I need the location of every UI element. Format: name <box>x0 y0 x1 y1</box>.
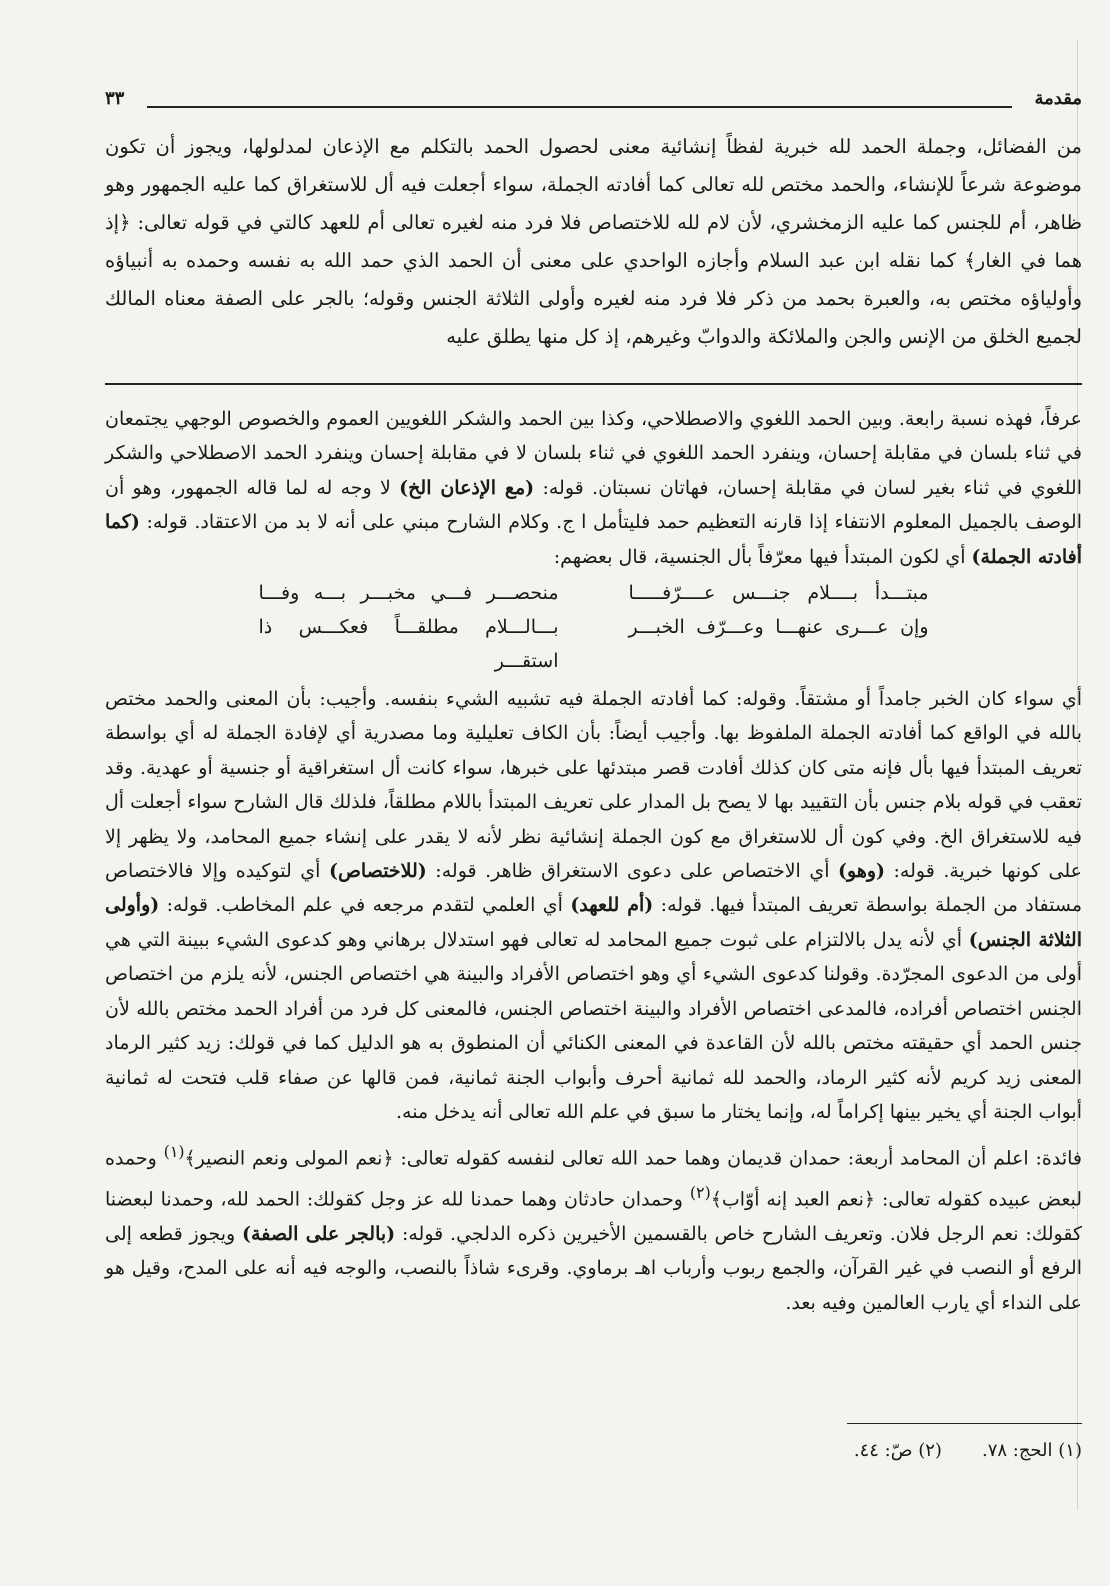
commentary-paragraph-2 <box>105 682 1082 1129</box>
text-run: أي العلمي لتقدم مرجعه في علم المخاطب. قوله: <box>159 894 571 917</box>
footnotes <box>854 1440 1082 1461</box>
text-run: لا وجه له لما قاله الجمهور، وهو أن الوصف بالجميل المعلوم الانتفاء إذا قارنه التعظيم حمد فليتأمل ا ج. وكلام الشارح مبني على أنه لا بد من الاعتقاد. قوله: <box>105 476 1082 534</box>
footnote-ref: (٢) <box>689 1183 711 1203</box>
verse-hemistich: بـــالـــلام مطلقـــاً فعكـــس ذا استقـــر <box>258 616 559 673</box>
quoted-phrase: (مع الإذعان الخ) <box>399 476 535 499</box>
text-run: أي الاختصاص على دعوى الاستغراق ظاهر. قوله: <box>426 860 839 883</box>
footnote-ref: (١) <box>163 1142 185 1162</box>
quoted-phrase: (للاختصاص) <box>328 860 427 883</box>
verse-hemistich: مبتـــدأ بــــلام جنـــس عــــرّفـــــا <box>628 582 929 605</box>
quoted-phrase: (وأولى الثلاثة الجنس) <box>105 894 1082 951</box>
footnote-2: (٢) صّ: ٤٤. <box>853 1440 942 1461</box>
header-rule <box>147 106 1012 108</box>
footnote-rule <box>847 1423 1082 1424</box>
footnote-1: (١) الحج: ٧٨. <box>981 1440 1082 1461</box>
verse-hemistich: منحصـــر فـــي مخبـــر بـــه وفـــا <box>258 582 559 605</box>
text-run: وحمده لبعض عبيده كقوله تعالى: ﴿نعم العبد إنه أوّاب﴾ <box>105 1147 1083 1211</box>
quoted-phrase: (وهو) <box>838 860 886 883</box>
verse-line <box>105 576 1082 610</box>
commentary <box>105 402 1082 1320</box>
section-divider <box>105 383 1082 385</box>
section-title: مقدمة <box>1034 88 1082 109</box>
page-number: ٣٣ <box>105 88 125 109</box>
text-run: أي لكون المبتدأ فيها معرّفاً بأل الجنسية، قال بعضهم: <box>553 545 972 568</box>
text-run: أي لأنه يدل بالالتزام على ثبوت جميع المحامد له تعالى فهو استدلال برهاني وهو كدعوى الشيء ببينة التي هي أولى من الدعوى المجرّدة. وقولنا كدعوى الشيء أي وهو اختصاص الأفراد والبينة هي اختصاص الجنس، لأنه يلزم من اختصاص الجنس اختصاص أفراده، فالمدعى اختصاص الأفراد والبينة اختصاص الجنس، فالمعنى كل فرد من أفراد الحمد مختص بالله لأن جنس الحمد أي حقيقته مختص بالله لأن القاعدة في المعنى الكنائي أن المنطوق به هو الدليل كما في قولك: زيد كثير الرماد المعنى زيد كريم لأنه كثير الرماد، والحمد لله ثمانية أحرف وأبواب الجنة ثمانية، فمن قالها عن صفاء قلب فتحت له ثمانية أبواب الجنة أي يخير بينها إكراماً له، وإنما يختار ما سبق في علم الله تعالى أنه يدخل منه. <box>105 928 1082 1123</box>
commentary-paragraph-3 <box>105 1135 1082 1320</box>
quoted-phrase: (بالجر على الصفة) <box>242 1222 396 1245</box>
verse-hemistich: وإن عـــرى عنهـــا وعـــرّف الخبـــر <box>628 616 929 639</box>
commentary-paragraph-1 <box>105 402 1082 574</box>
text-run: أي لتوكيده وإلا فالاختصاص مستفاد من الجملة بواسطة تعريف المبتدأ فيها. قوله: <box>105 860 1082 917</box>
verse-line <box>105 610 1082 678</box>
text-run: ويجوز قطعه إلى الرفع أو النصب في غير القرآن، والجمع ربوب وأرباب اهـ برماوي. وقرىء شاذاً بالنصب، والوجه فيه أنه على المدح، وقيل هو على النداء أي يارب العالمين وفيه بعد. <box>105 1222 1082 1314</box>
page-header <box>105 88 1082 118</box>
main-paragraph: من الفضائل، وجملة الحمد لله خبرية لفظاً إنشائية معنى لحصول الحمد بالتكلم مع الإذعان لمدلولها، ويجوز أن تكون موضوعة شرعاً للإنشاء، والحمد مختص لله تعالى كما أفادته الجملة، سواء أجعلت فيه أل للاستغراق كما عليه الجمهور وهو ظاهر، أم للجنس كما عليه الزمخشري، لأن لام لله للاختصاص فلا فرد منه لغيره تعالى أم للعهد كالتي في قوله تعالى: ﴿إذ هما في الغار﴾ كما نقله ابن عبد السلام وأجازه الواحدي على معنى أن الحمد الذي حمد الله به نفسه وحمده به أنبياؤه وأولياؤه مختص به، والعبرة بحمد من ذكر فلا فرد منه لغيره وأولى الثلاثة الجنس وقوله؛ بالجر على الصفة معناه المالك لجميع الخلق من الإنس والجن والملائكة والدوابّ وغيرهم، إذ كل منها يطلق عليه <box>105 135 1082 348</box>
quoted-phrase: (أم للعهد) <box>570 894 654 917</box>
quoted-phrase: (كما أفادته الجملة) <box>105 511 1082 568</box>
text-run: عرفاً، فهذه نسبة رابعة. وبين الحمد اللغوي والاصطلاحي، وكذا بين الحمد والشكر اللغويين العموم والخصوص الوجهي يجتمعان في ثناء بلسان في مقابلة إحسان، وينفرد الحمد اللغوي في ثناء بلسان لا في مقابلة إحسان وينفرد الحمد الاصطلاحي والشكر اللغوي في ثناء بغير لسان في مقابلة إحسان، فهاتان نسبتان. قوله: <box>105 408 1082 499</box>
text-run: أي سواء كان الخبر جامداً أو مشتقاً. وقوله: كما أفادته الجملة فيه تشبيه الشيء بنفسه. وأجيب: بأن المعنى والحمد مختص بالله في الواقع كما أفادته الجملة الملفوظ بها. وأجيب أيضاً: بأن الكاف تعليلية وما مصدرية أي لإفادة الجملة له أي بواسطة تعريف المبتدأ فيها بأل فإنه متى كان كذلك أفادت قصر مبتدئها على خبرها، سواء كانت أل استغراقية أو جنسية أو عهدية. وقد تعقب في قوله بلام جنس بأن التقييد بها لا يصح بل المدار على تعريف المبتدأ باللام مطلقاً، فلذلك قال الشارح سواء أجعلت أل فيه للاستغراق الخ. وفي كون أل للاستغراق مع كون الجملة إنشائية نظر لأنه لا يقدر على إنشاء جميع المحامد، ولا يظهر إلا على كونها خبرية. قوله: <box>105 688 1082 883</box>
text-run: وحمدان حادثان وهما حمدنا لله عز وجل كقولك: الحمد لله، وحمدنا لبعضنا كقولك: نعم الرجل فلان. وتعريف الشارح خاص بالقسمين الأخيرين ذكره الدلجي. قوله: <box>105 1188 1082 1245</box>
text-run: فائدة: اعلم أن المحامد أربعة: حمدان قديمان وهما حمد الله تعالى لنفسه كقوله تعالى: ﴿نعم المولى ونعم النصير﴾ <box>184 1147 1082 1170</box>
verse-block <box>105 576 1082 678</box>
main-text <box>105 128 1082 356</box>
